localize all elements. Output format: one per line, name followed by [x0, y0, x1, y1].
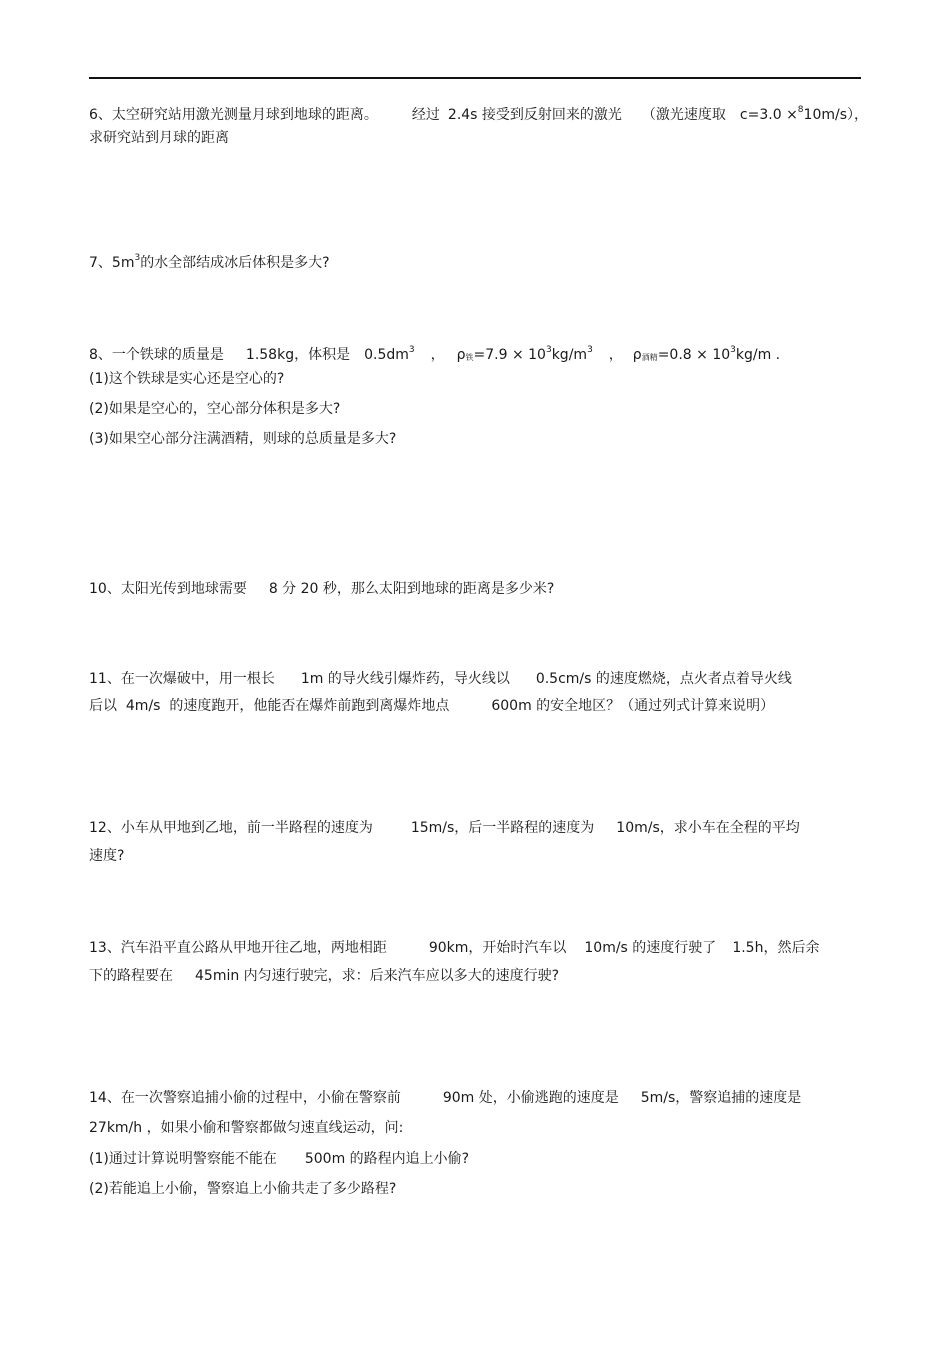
q6-text-d: （激光速度取	[641, 107, 726, 123]
q11-text-d: 后以 4m/s 的速度跑开，他能否在爆炸前跑到离爆炸地点	[89, 698, 450, 714]
q11-text-c: 0.5cm/s 的速度燃烧，点火者点着导火线	[535, 671, 792, 687]
q11-text-a: 11、在一次爆破中，用一根长	[89, 671, 275, 687]
question-14-line-3	[89, 1149, 469, 1169]
q6-text-e: c=3.0 ×	[739, 107, 798, 123]
q13-text-b: 90km，开始时汽车以	[428, 940, 567, 956]
question-12-line-2: 速度?	[89, 848, 125, 864]
question-8-part-3: (3)如果空心部分注满酒精，则球的总质量是多大?	[89, 431, 397, 447]
q13-text-c: 10m/s 的速度行驶了	[584, 940, 717, 956]
q8-rho-iron: ρ	[456, 347, 466, 363]
q8-text-b: 1.58kg，体积是	[245, 347, 351, 363]
question-14-line-1	[89, 1088, 801, 1108]
q6-text-a: 6、太空研究站用激光测量月球到地球的距离。	[89, 107, 378, 123]
q13-text-d: 1.5h，然后余	[732, 940, 820, 956]
q8-comma-1: ，	[430, 347, 445, 363]
q13-text-a: 13、汽车沿平直公路从甲地开往乙地，两地相距	[89, 940, 387, 956]
q8-volume-exp: 3	[408, 345, 415, 355]
q6-text-b: 经过	[411, 107, 440, 123]
q6-exponent: 8	[797, 105, 804, 115]
question-8-line-1	[89, 340, 780, 368]
question-6-line-1	[89, 100, 868, 125]
q6-text-c: 2.4s 接受到反射回来的激光	[447, 107, 622, 123]
q8-rho-alcohol-val: =0.8 × 10	[657, 347, 731, 363]
q12-text-b: 15m/s，后一半路程的速度为	[410, 820, 595, 836]
q8-rho-iron-exp: 3	[545, 345, 552, 355]
question-8-part-2: (2)如果是空心的，空心部分体积是多大?	[89, 401, 341, 417]
q14-text-d: (1)通过计算说明警察能不能在	[89, 1151, 277, 1167]
q8-rho-iron-unit: kg/m	[551, 347, 588, 363]
question-13-line-2	[89, 966, 559, 986]
q8-rho-alcohol: ρ	[632, 347, 642, 363]
q8-text-a: 8、一个铁球的质量是	[89, 347, 224, 363]
q8-rho-iron-unit-exp: 3	[587, 345, 593, 355]
q8-rho-alcohol-exp: 3	[730, 345, 736, 355]
q8-volume: 0.5dm	[364, 347, 409, 363]
q14-text-e: 500m 的路程内追上小偷?	[304, 1151, 470, 1167]
question-14-line-2: 27km/h ，如果小偷和警察都做匀速直线运动，问:	[89, 1120, 404, 1136]
question-6-line-2: 求研究站到月球的距离	[89, 130, 229, 146]
question-11-line-2	[89, 696, 774, 716]
q11-text-e: 600m 的安全地区？（通过列式计算来说明）	[491, 698, 775, 714]
q10-text-b: 8 分 20 秒，那么太阳到地球的距离是多少米?	[268, 581, 555, 597]
q14-text-b: 90m 处，小偷逃跑的速度是	[442, 1090, 619, 1106]
q12-text-a: 12、小车从甲地到乙地，前一半路程的速度为	[89, 820, 373, 836]
q12-text-c: 10m/s，求小车在全程的平均	[616, 820, 800, 836]
question-11-line-1	[89, 669, 792, 689]
question-12-line-1	[89, 818, 800, 838]
question-14-line-4: (2)若能追上小偷，警察追上小偷共走了多少路程?	[89, 1181, 397, 1197]
q11-text-b: 1m 的导火线引爆炸药，导火线以	[300, 671, 510, 687]
q14-text-c: 5m/s，警察追捕的速度是	[640, 1090, 802, 1106]
question-13-line-1	[89, 938, 819, 958]
q6-text-f: 10m/s），	[803, 107, 868, 123]
q13-text-e: 下的路程要在	[89, 968, 173, 984]
header-rule	[89, 77, 861, 79]
q13-text-f: 45min 内匀速行驶完，求：后来汽车应以多大的速度行驶?	[195, 968, 560, 984]
q8-rho-alcohol-sub: 酒精	[641, 353, 658, 362]
question-8-part-1: (1)这个铁球是实心还是空心的?	[89, 371, 285, 387]
q8-rho-iron-sub: 铁	[465, 353, 474, 362]
q14-text-a: 14、在一次警察追捕小偷的过程中，小偷在警察前	[89, 1090, 401, 1106]
q8-rho-iron-val: =7.9 × 10	[473, 347, 546, 363]
q7-text-b: 的水全部结成冰后体积是多大?	[140, 255, 330, 271]
question-10	[89, 579, 554, 599]
q10-text-a: 10、太阳光传到地球需要	[89, 581, 247, 597]
q8-comma-2: ，	[608, 347, 623, 363]
q7-text-a: 7、5m	[89, 255, 135, 271]
q8-rho-alcohol-unit: kg/m .	[735, 347, 781, 363]
q7-exponent: 3	[134, 253, 141, 263]
question-7	[89, 248, 330, 273]
